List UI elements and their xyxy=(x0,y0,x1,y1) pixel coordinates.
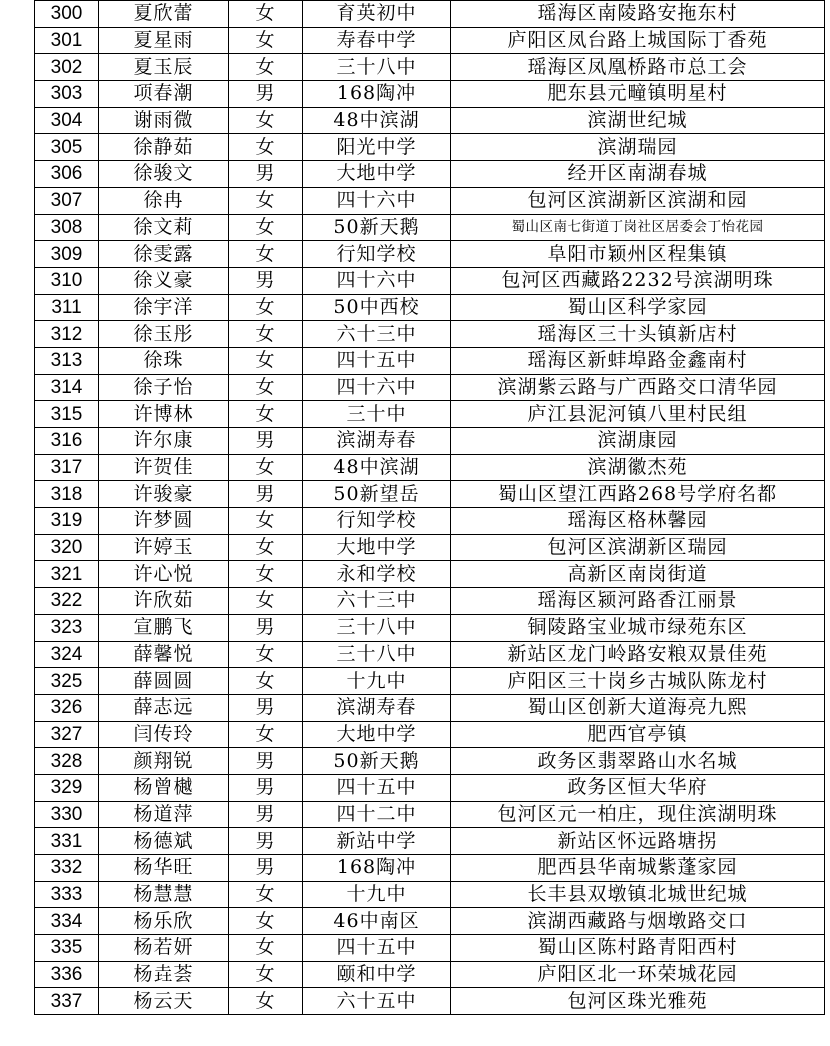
student-name: 徐宇洋 xyxy=(99,294,229,321)
table-row xyxy=(35,694,825,721)
row-number: 319 xyxy=(35,508,99,535)
table-row xyxy=(35,134,825,161)
table-row xyxy=(35,321,825,348)
table-row xyxy=(35,107,825,134)
student-school: 六十三中 xyxy=(303,588,451,615)
student-gender: 男 xyxy=(229,428,303,455)
table-row xyxy=(35,534,825,561)
student-school: 48中滨湖 xyxy=(303,454,451,481)
student-gender: 男 xyxy=(229,801,303,828)
row-number: 304 xyxy=(35,107,99,134)
student-address: 瑶海区颍河路香江丽景 xyxy=(451,588,825,615)
student-address: 肥西官亭镇 xyxy=(451,721,825,748)
row-number: 335 xyxy=(35,935,99,962)
student-school: 50新望岳 xyxy=(303,481,451,508)
row-number: 316 xyxy=(35,428,99,455)
student-school: 48中滨湖 xyxy=(303,107,451,134)
student-name: 徐义豪 xyxy=(99,267,229,294)
student-name: 颜翔锐 xyxy=(99,748,229,775)
table-row xyxy=(35,481,825,508)
student-school: 行知学校 xyxy=(303,241,451,268)
row-number: 334 xyxy=(35,908,99,935)
student-name: 杨乐欣 xyxy=(99,908,229,935)
student-name: 项春潮 xyxy=(99,81,229,108)
student-name: 杨若妍 xyxy=(99,935,229,962)
student-gender: 男 xyxy=(229,828,303,855)
row-number: 330 xyxy=(35,801,99,828)
student-name: 徐静茹 xyxy=(99,134,229,161)
student-address: 包河区滨湖新区滨湖和园 xyxy=(451,187,825,214)
student-gender: 女 xyxy=(229,241,303,268)
table-row xyxy=(35,54,825,81)
row-number: 317 xyxy=(35,454,99,481)
student-gender: 女 xyxy=(229,107,303,134)
student-school: 50新天鹅 xyxy=(303,214,451,241)
table-row xyxy=(35,374,825,401)
student-gender: 女 xyxy=(229,294,303,321)
student-address: 滨湖瑞园 xyxy=(451,134,825,161)
student-name: 闫传玲 xyxy=(99,721,229,748)
student-name: 许梦圆 xyxy=(99,508,229,535)
row-number: 331 xyxy=(35,828,99,855)
table-row xyxy=(35,294,825,321)
student-school: 大地中学 xyxy=(303,161,451,188)
table-row xyxy=(35,721,825,748)
table-row xyxy=(35,988,825,1015)
student-school: 新站中学 xyxy=(303,828,451,855)
table-row xyxy=(35,561,825,588)
student-school: 50新天鹅 xyxy=(303,748,451,775)
table-row xyxy=(35,828,825,855)
student-name: 杨华旺 xyxy=(99,855,229,882)
row-number: 314 xyxy=(35,374,99,401)
student-school: 行知学校 xyxy=(303,508,451,535)
student-gender: 女 xyxy=(229,534,303,561)
row-number: 308 xyxy=(35,214,99,241)
student-name: 许贺佳 xyxy=(99,454,229,481)
student-address: 滨湖徽杰苑 xyxy=(451,454,825,481)
student-name: 薛圆圆 xyxy=(99,668,229,695)
student-school: 滨湖寿春 xyxy=(303,694,451,721)
row-number: 312 xyxy=(35,321,99,348)
student-school: 三十中 xyxy=(303,401,451,428)
student-gender: 男 xyxy=(229,161,303,188)
row-number: 318 xyxy=(35,481,99,508)
row-number: 322 xyxy=(35,588,99,615)
student-school: 三十八中 xyxy=(303,641,451,668)
student-school: 四十五中 xyxy=(303,774,451,801)
table-row xyxy=(35,214,825,241)
student-address: 长丰县双墩镇北城世纪城 xyxy=(451,881,825,908)
student-address: 包河区西藏路2232号滨湖明珠 xyxy=(451,267,825,294)
student-name: 杨垚荟 xyxy=(99,961,229,988)
student-school: 四十六中 xyxy=(303,187,451,214)
student-school: 十九中 xyxy=(303,881,451,908)
student-school: 滨湖寿春 xyxy=(303,428,451,455)
row-number: 307 xyxy=(35,187,99,214)
table-row xyxy=(35,668,825,695)
student-gender: 女 xyxy=(229,961,303,988)
student-gender: 男 xyxy=(229,481,303,508)
student-address: 滨湖世纪城 xyxy=(451,107,825,134)
student-address: 庐阳区三十岗乡古城队陈龙村 xyxy=(451,668,825,695)
student-address: 高新区南岗街道 xyxy=(451,561,825,588)
table-row xyxy=(35,881,825,908)
table-row xyxy=(35,774,825,801)
student-address: 庐江县泥河镇八里村民组 xyxy=(451,401,825,428)
table-row xyxy=(35,588,825,615)
student-school: 四十六中 xyxy=(303,267,451,294)
table-row xyxy=(35,614,825,641)
table-row xyxy=(35,428,825,455)
row-number: 306 xyxy=(35,161,99,188)
student-name: 杨德斌 xyxy=(99,828,229,855)
student-name: 徐子怡 xyxy=(99,374,229,401)
student-name: 许博林 xyxy=(99,401,229,428)
row-number: 313 xyxy=(35,347,99,374)
student-name: 薛馨悦 xyxy=(99,641,229,668)
student-school: 四十五中 xyxy=(303,935,451,962)
student-gender: 女 xyxy=(229,401,303,428)
student-school: 168陶冲 xyxy=(303,81,451,108)
student-address: 滨湖康园 xyxy=(451,428,825,455)
student-school: 168陶冲 xyxy=(303,855,451,882)
student-school: 永和学校 xyxy=(303,561,451,588)
student-gender: 女 xyxy=(229,508,303,535)
student-school: 六十五中 xyxy=(303,988,451,1015)
row-number: 336 xyxy=(35,961,99,988)
student-name: 杨道萍 xyxy=(99,801,229,828)
row-number: 327 xyxy=(35,721,99,748)
table-row xyxy=(35,961,825,988)
student-address: 蜀山区陈村路青阳西村 xyxy=(451,935,825,962)
student-gender: 女 xyxy=(229,721,303,748)
student-gender: 女 xyxy=(229,988,303,1015)
row-number: 300 xyxy=(35,1,99,28)
student-name: 夏玉辰 xyxy=(99,54,229,81)
roster-body xyxy=(35,1,825,1015)
student-school: 四十二中 xyxy=(303,801,451,828)
row-number: 320 xyxy=(35,534,99,561)
table-row xyxy=(35,401,825,428)
student-gender: 男 xyxy=(229,267,303,294)
student-gender: 女 xyxy=(229,347,303,374)
student-school: 46中南区 xyxy=(303,908,451,935)
student-address: 铜陵路宝业城市绿苑东区 xyxy=(451,614,825,641)
student-school: 四十五中 xyxy=(303,347,451,374)
student-address: 新站区龙门岭路安粮双景佳苑 xyxy=(451,641,825,668)
student-address: 瑶海区新蚌埠路金鑫南村 xyxy=(451,347,825,374)
table-row xyxy=(35,935,825,962)
student-roster-table xyxy=(34,0,825,1015)
student-gender: 女 xyxy=(229,321,303,348)
student-name: 许心悦 xyxy=(99,561,229,588)
student-school: 50中西校 xyxy=(303,294,451,321)
student-school: 大地中学 xyxy=(303,721,451,748)
student-gender: 女 xyxy=(229,935,303,962)
table-row xyxy=(35,267,825,294)
student-name: 徐玉彤 xyxy=(99,321,229,348)
student-address: 蜀山区南七街道丁岗社区居委会丁怡花园 xyxy=(451,214,825,241)
student-address: 新站区怀远路塘拐 xyxy=(451,828,825,855)
student-gender: 女 xyxy=(229,908,303,935)
student-address: 政务区翡翠路山水名城 xyxy=(451,748,825,775)
row-number: 310 xyxy=(35,267,99,294)
table-row xyxy=(35,241,825,268)
student-school: 阳光中学 xyxy=(303,134,451,161)
student-gender: 男 xyxy=(229,774,303,801)
student-name: 许欣茹 xyxy=(99,588,229,615)
student-school: 寿春中学 xyxy=(303,27,451,54)
student-name: 徐珠 xyxy=(99,347,229,374)
student-name: 许婷玉 xyxy=(99,534,229,561)
row-number: 326 xyxy=(35,694,99,721)
row-number: 311 xyxy=(35,294,99,321)
student-gender: 女 xyxy=(229,214,303,241)
table-row xyxy=(35,347,825,374)
student-address: 瑶海区格林馨园 xyxy=(451,508,825,535)
student-address: 肥东县元疃镇明星村 xyxy=(451,81,825,108)
table-row xyxy=(35,748,825,775)
row-number: 332 xyxy=(35,855,99,882)
row-number: 309 xyxy=(35,241,99,268)
student-school: 三十八中 xyxy=(303,54,451,81)
student-gender: 女 xyxy=(229,27,303,54)
student-gender: 女 xyxy=(229,54,303,81)
student-gender: 男 xyxy=(229,81,303,108)
student-roster-sheet xyxy=(34,0,824,1015)
student-gender: 女 xyxy=(229,454,303,481)
student-name: 谢雨微 xyxy=(99,107,229,134)
student-name: 薛志远 xyxy=(99,694,229,721)
student-name: 夏欣蕾 xyxy=(99,1,229,28)
student-name: 杨云天 xyxy=(99,988,229,1015)
student-address: 政务区恒大华府 xyxy=(451,774,825,801)
row-number: 301 xyxy=(35,27,99,54)
student-name: 杨慧慧 xyxy=(99,881,229,908)
table-row xyxy=(35,161,825,188)
student-gender: 男 xyxy=(229,748,303,775)
student-address: 庐阳区凤台路上城国际丁香苑 xyxy=(451,27,825,54)
row-number: 315 xyxy=(35,401,99,428)
student-address: 包河区滨湖新区瑞园 xyxy=(451,534,825,561)
student-gender: 女 xyxy=(229,561,303,588)
student-gender: 女 xyxy=(229,588,303,615)
table-row xyxy=(35,27,825,54)
row-number: 302 xyxy=(35,54,99,81)
table-row xyxy=(35,454,825,481)
student-name: 徐冉 xyxy=(99,187,229,214)
student-address: 阜阳市颖州区程集镇 xyxy=(451,241,825,268)
student-gender: 女 xyxy=(229,187,303,214)
student-school: 颐和中学 xyxy=(303,961,451,988)
row-number: 328 xyxy=(35,748,99,775)
student-name: 徐雯露 xyxy=(99,241,229,268)
row-number: 305 xyxy=(35,134,99,161)
table-row xyxy=(35,855,825,882)
table-row xyxy=(35,508,825,535)
student-address: 滨湖西藏路与烟墩路交口 xyxy=(451,908,825,935)
student-gender: 女 xyxy=(229,374,303,401)
student-name: 宣鹏飞 xyxy=(99,614,229,641)
table-row xyxy=(35,641,825,668)
row-number: 333 xyxy=(35,881,99,908)
student-school: 育英初中 xyxy=(303,1,451,28)
student-address: 包河区元一柏庄，现住滨湖明珠 xyxy=(451,801,825,828)
student-name: 徐骏文 xyxy=(99,161,229,188)
student-address: 瑶海区南陵路安拖东村 xyxy=(451,1,825,28)
student-school: 四十六中 xyxy=(303,374,451,401)
student-address: 经开区南湖春城 xyxy=(451,161,825,188)
row-number: 329 xyxy=(35,774,99,801)
student-name: 徐文莉 xyxy=(99,214,229,241)
student-gender: 女 xyxy=(229,134,303,161)
student-gender: 男 xyxy=(229,855,303,882)
row-number: 324 xyxy=(35,641,99,668)
student-school: 六十三中 xyxy=(303,321,451,348)
student-address: 滨湖紫云路与广西路交口清华园 xyxy=(451,374,825,401)
row-number: 337 xyxy=(35,988,99,1015)
row-number: 325 xyxy=(35,668,99,695)
table-row xyxy=(35,1,825,28)
student-school: 三十八中 xyxy=(303,614,451,641)
table-row xyxy=(35,801,825,828)
student-address: 包河区珠光雅苑 xyxy=(451,988,825,1015)
student-gender: 男 xyxy=(229,694,303,721)
student-gender: 男 xyxy=(229,614,303,641)
student-address: 瑶海区凤凰桥路市总工会 xyxy=(451,54,825,81)
student-address: 蜀山区创新大道海亮九熙 xyxy=(451,694,825,721)
student-school: 十九中 xyxy=(303,668,451,695)
student-gender: 女 xyxy=(229,881,303,908)
student-address: 庐阳区北一环荣城花园 xyxy=(451,961,825,988)
student-school: 大地中学 xyxy=(303,534,451,561)
table-row xyxy=(35,908,825,935)
student-gender: 女 xyxy=(229,1,303,28)
student-address: 肥西县华南城紫蓬家园 xyxy=(451,855,825,882)
table-row xyxy=(35,187,825,214)
student-address: 瑶海区三十头镇新店村 xyxy=(451,321,825,348)
student-address: 蜀山区望江西路268号学府名都 xyxy=(451,481,825,508)
student-address: 蜀山区科学家园 xyxy=(451,294,825,321)
row-number: 323 xyxy=(35,614,99,641)
student-name: 杨曾樾 xyxy=(99,774,229,801)
student-name: 许骏豪 xyxy=(99,481,229,508)
student-name: 许尔康 xyxy=(99,428,229,455)
student-gender: 女 xyxy=(229,668,303,695)
row-number: 303 xyxy=(35,81,99,108)
row-number: 321 xyxy=(35,561,99,588)
table-row xyxy=(35,81,825,108)
student-gender: 女 xyxy=(229,641,303,668)
student-name: 夏星雨 xyxy=(99,27,229,54)
